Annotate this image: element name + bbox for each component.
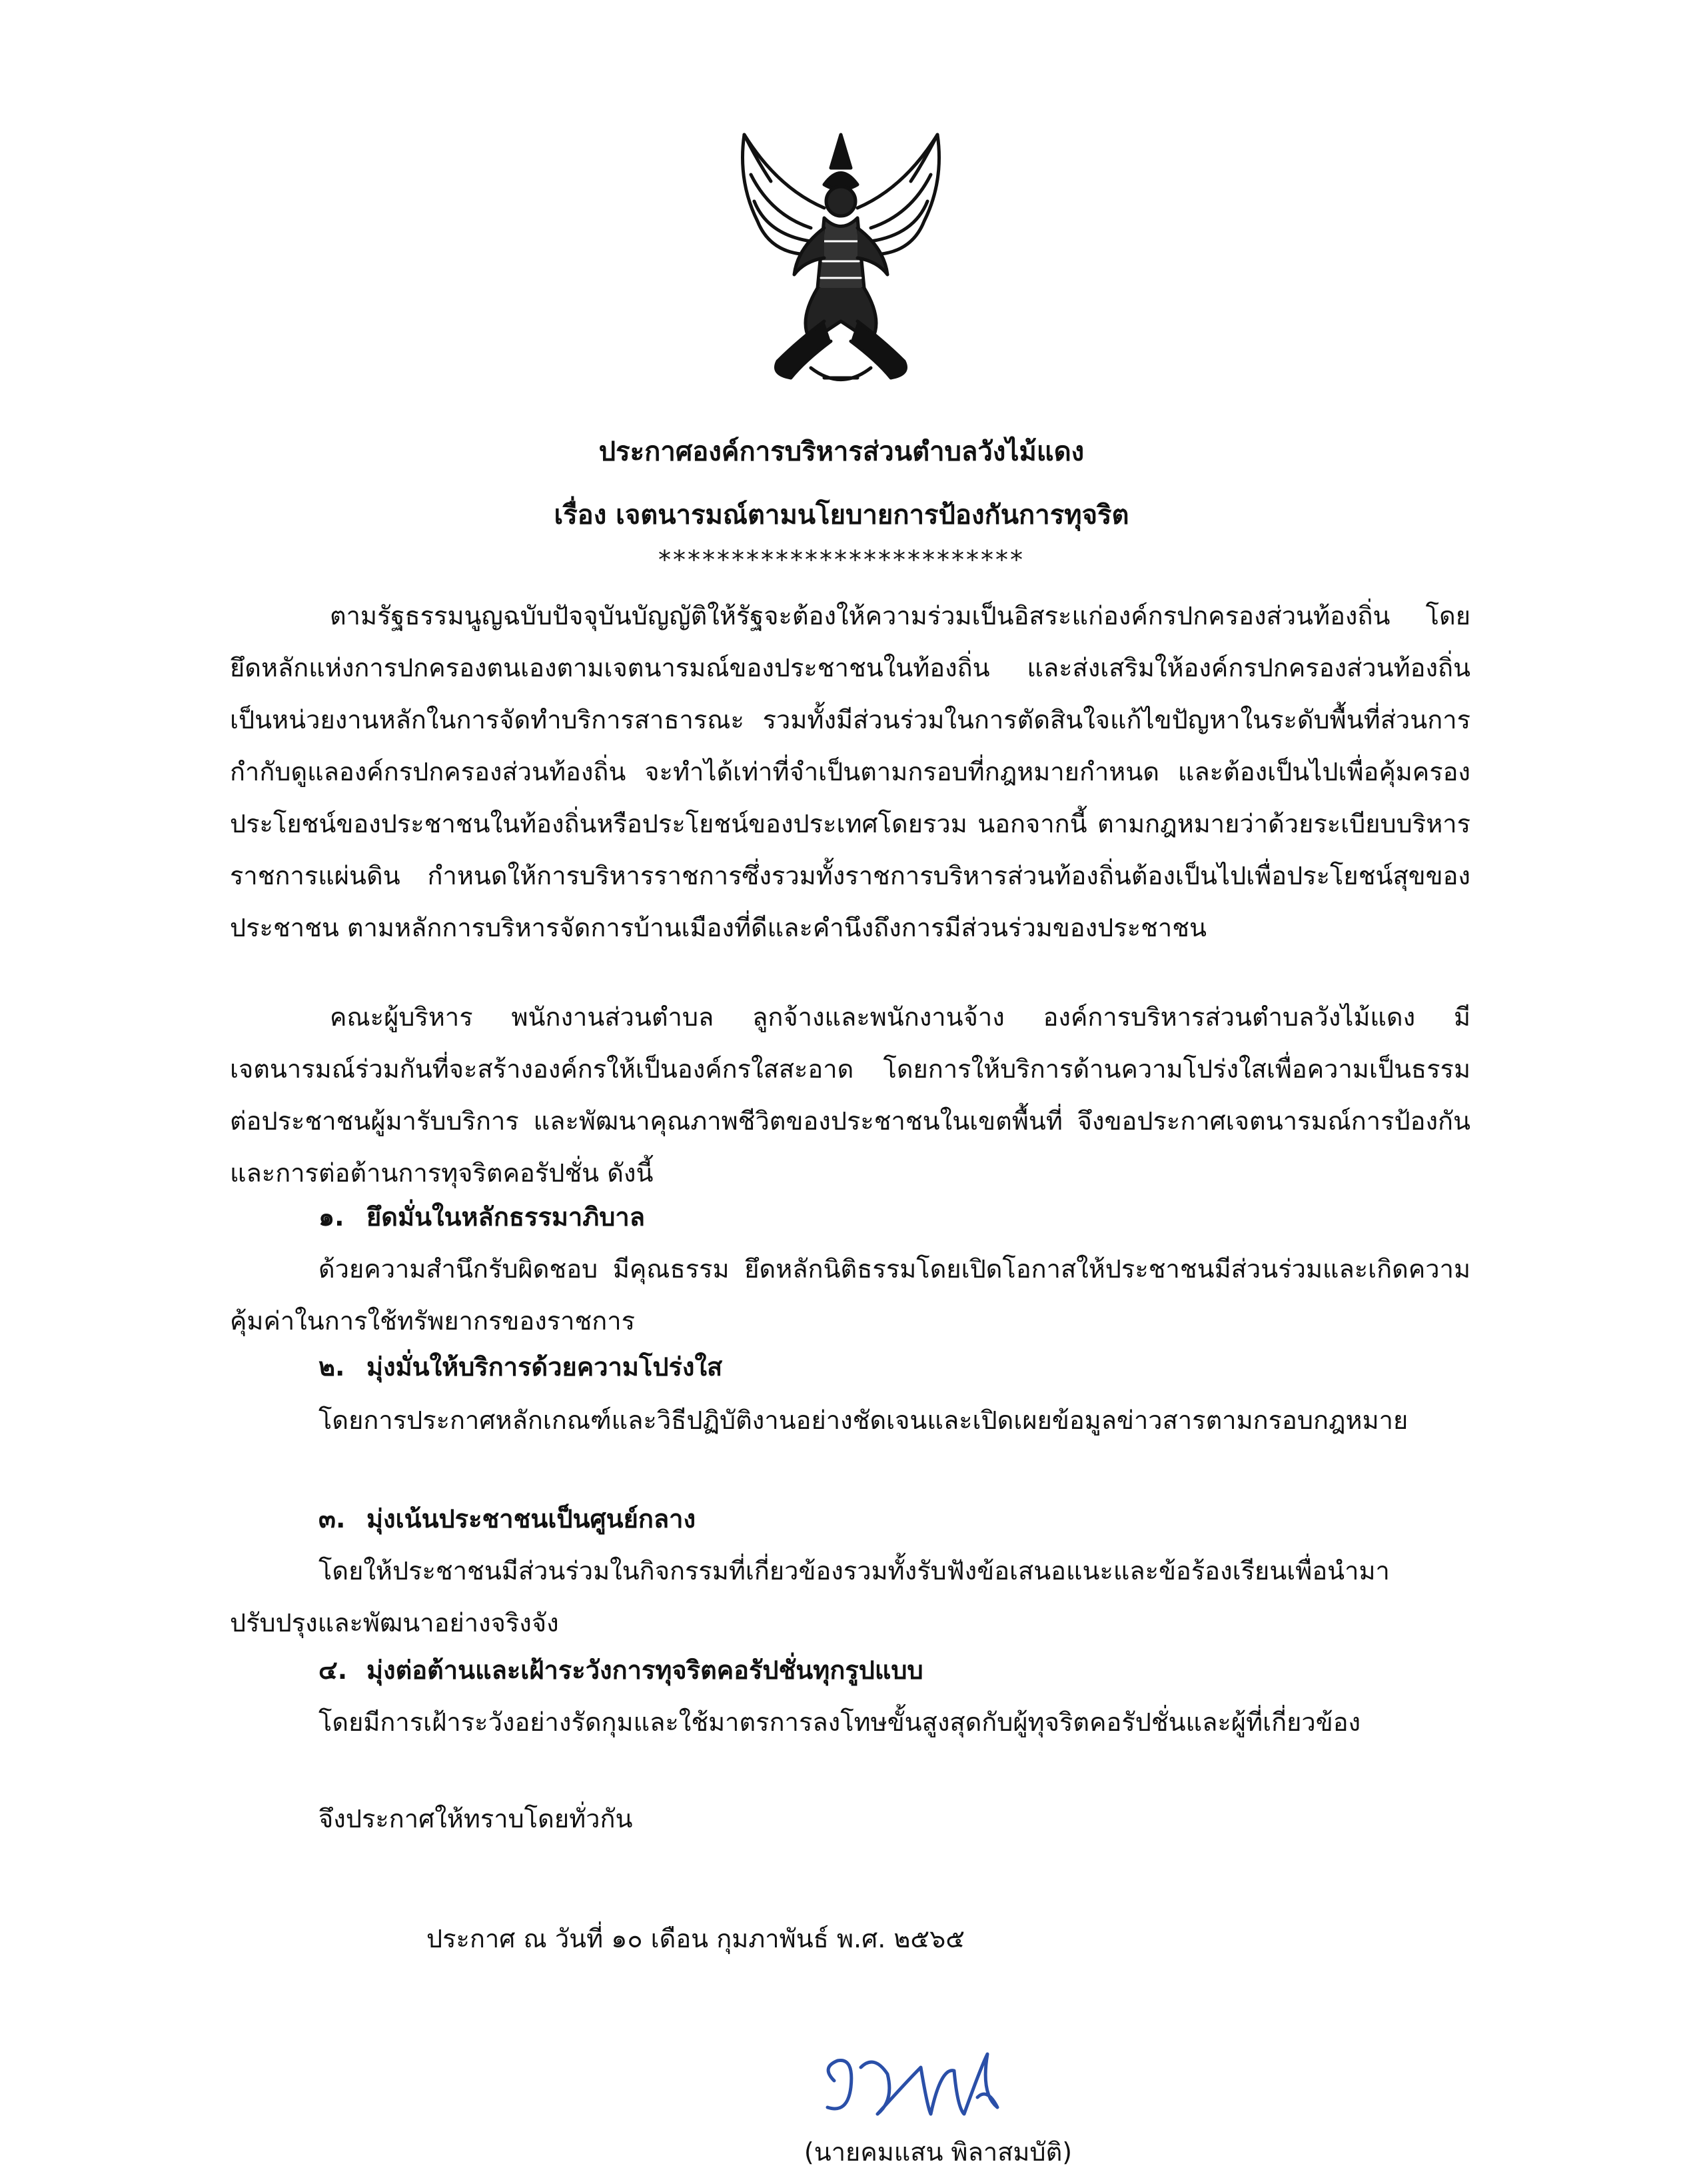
item-heading xyxy=(318,1493,696,1545)
item-number: ๒. xyxy=(318,1352,345,1382)
item-number: ๔. xyxy=(318,1655,348,1685)
separator-stars: ************************* xyxy=(658,545,1025,574)
announcement-date: ประกาศ ณ วันที่ ๑๐ เดือน กุมภาพันธ์ พ.ศ. ๒๕๖๕ xyxy=(426,1924,965,1953)
item-body: โดยการประกาศหลักเกณฑ์และวิธีปฏิบัติงานอย่างชัดเจนและเปิดเผยข้อมูลข่าวสารตามกรอบกฎหมาย xyxy=(318,1406,1408,1435)
item-body: ด้วยความสำนึกรับผิดชอบ มีคุณธรรม ยึดหลักนิติธรรมโดยเปิดโอกาสให้ประชาชนมีส่วนร่วมและเกิดความคุ้มค่าในการใช้ทรัพยากรของราชการ xyxy=(230,1254,1470,1336)
item-heading-text: ยึดมั่นในหลักธรรมาภิบาล xyxy=(366,1202,646,1232)
item-heading xyxy=(318,1191,645,1243)
item-heading-text: มุ่งเน้นประชาชนเป็นศูนย์กลาง xyxy=(366,1504,696,1534)
paragraph-intent: คณะผู้บริหาร พนักงานส่วนตำบล ลูกจ้างและพนักงานจ้าง องค์การบริหารส่วนตำบลวังไม้แดง มีเจตนารมณ์ร่วมกันที่จะสร้างองค์กรให้เป็นองค์กรใสสะอาด โดยการให้บริการด้านความโปร่งใสเพื่อความเป็นธรรมต่อประชาชนผู้มารับบริการ และพัฒนาคุณภาพชีวิตของประชาชนในเขตพื้นที่ จึงขอประกาศเจตนารมณ์การป้องกันและการต่อต้านการทุจริตคอรัปชั่น ดังนี้ xyxy=(230,1002,1470,1188)
item-body: โดยให้ประชาชนมีส่วนร่วมในกิจกรรมที่เกี่ยวข้องรวมทั้งรับฟังข้อเสนอแนะและข้อร้องเรียนเพื่อนำมาปรับปรุงและพัฒนาอย่างจริงจัง xyxy=(230,1556,1390,1638)
item-heading xyxy=(318,1341,722,1393)
item-heading-text: มุ่งต่อต้านและเฝ้าระวังการทุจริตคอรัปชั่นทุกรูปแบบ xyxy=(366,1655,923,1685)
handwritten-signature xyxy=(814,2041,1007,2127)
document-subject: เรื่อง เจตนารมณ์ตามนโยบายการป้องกันการทุจริต xyxy=(554,500,1129,531)
garuda-emblem xyxy=(731,121,951,395)
paragraph-intro: ตามรัฐธรรมนูญฉบับปัจจุบันบัญญัติให้รัฐจะต้องให้ความร่วมเป็นอิสระแก่องค์กรปกครองส่วนท้องถิ่น โดยยึดหลักแห่งการปกครองตนเองตามเจตนารมณ์ของประชาชนในท้องถิ่น และส่งเสริมให้องค์กรปกครองส่วนท้องถิ่นเป็นหน่วยงานหลักในการจัดทำบริการสาธารณะ รวมทั้งมีส่วนร่วมในการตัดสินใจแก้ไขปัญหาในระดับพื้นที่ส่วนการกำกับดูแลองค์กรปกครองส่วนท้องถิ่น จะทำได้เท่าที่จำเป็นตามกรอบที่กฎหมายกำหนด และต้องเป็นไปเพื่อคุ้มครองประโยชน์ของประชาชนในท้องถิ่นหรือประโยชน์ของประเทศโดยรวม นอกจากนี้ ตามกฎหมายว่าด้วยระเบียบบริหารราชการแผ่นดิน กำหนดให้การบริหารราชการซึ่งรวมทั้งราชการบริหารส่วนท้องถิ่นต้องเป็นไปเพื่อประโยชน์สุขของประชาชน ตามหลักการบริหารจัดการบ้านเมืองที่ดีและคำนึงถึงการมีส่วนร่วมของประชาชน xyxy=(230,601,1470,942)
closing-statement: จึงประกาศให้ทราบโดยทั่วกัน xyxy=(318,1804,633,1833)
signer-name: (นายคมแสน พิลาสมบัติ) xyxy=(804,2137,1073,2167)
item-number: ๑. xyxy=(318,1202,344,1232)
item-heading xyxy=(318,1644,923,1696)
document-title: ประกาศองค์การบริหารส่วนตำบลวังไม้แดง xyxy=(598,437,1085,467)
item-number: ๓. xyxy=(318,1504,346,1534)
item-heading-text: มุ่งมั่นให้บริการด้วยความโปร่งใส xyxy=(366,1352,723,1382)
item-body: โดยมีการเฝ้าระวังอย่างรัดกุมและใช้มาตรการลงโทษขั้นสูงสุดกับผู้ทุจริตคอรัปชั่นและผู้ที่เกี่ยวข้อง xyxy=(318,1707,1361,1737)
